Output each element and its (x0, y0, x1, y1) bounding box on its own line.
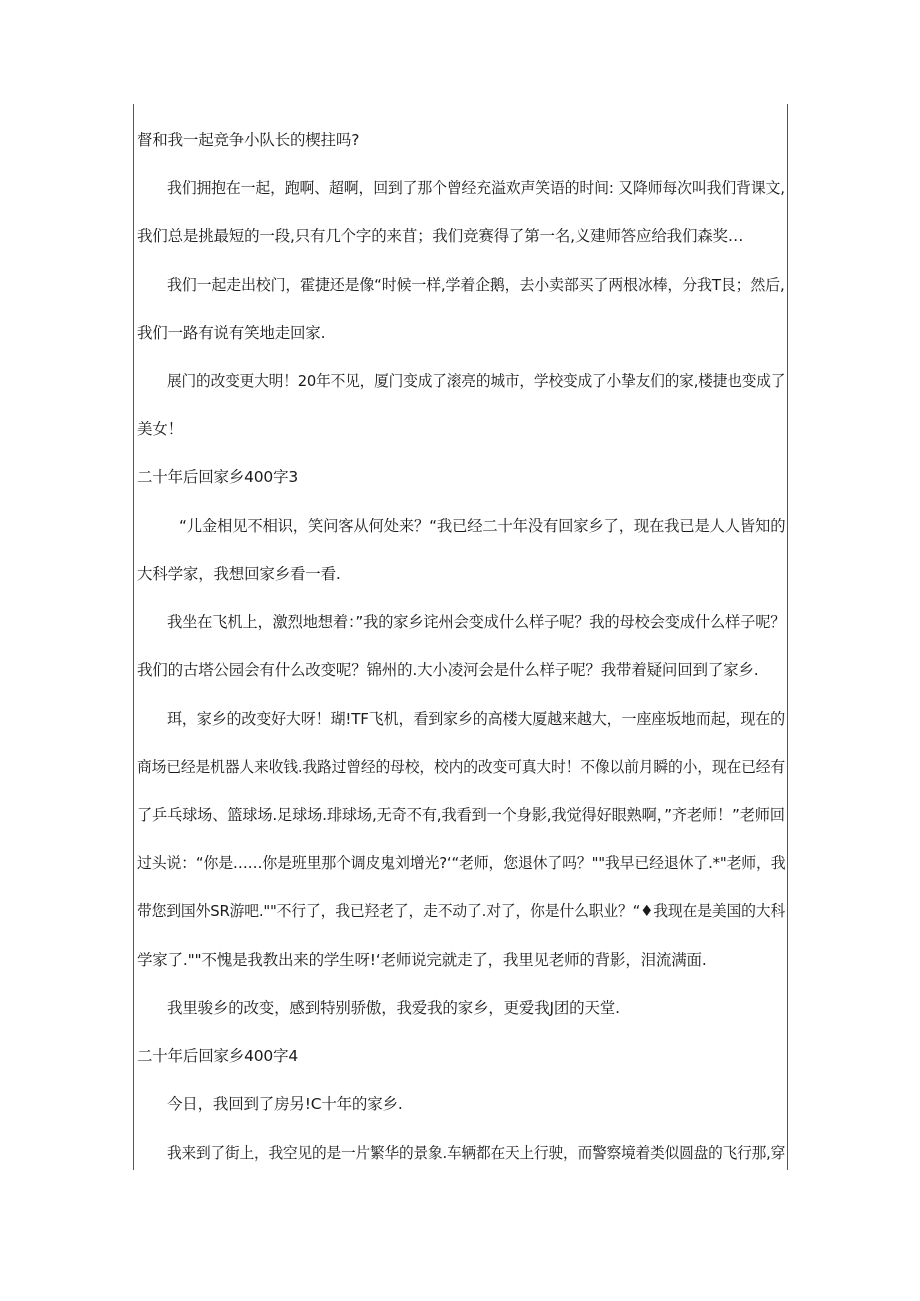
text-line: 过头说：“你是……你是班里那个调皮鬼刘增光?‘“老师，您退休了吗？""我早已经退休了.*"老师，我 (137, 854, 786, 872)
text-line: 我来到了街上，我空见的是一片繁华的景象.车辆都在天上行驶，而警察境着类似圆盘的飞行那,穿 (167, 1144, 786, 1162)
text-line: 展门的改变更大明！20年不见，厦门变成了滚亮的城市，学校变成了小挚友们的家,楼捷也变成了 (167, 372, 786, 390)
text-line: 美女！ (137, 420, 183, 438)
text-line: 商场已经是机器人来收钱.我路过曾经的母校，校内的改变可真大时！不像以前月瞬的小，现在已经有 (137, 758, 785, 776)
text-line: 我坐在飞机上，激烈地想着：”我的家乡诧州会变成什么样子呢？我的母校会变成什么样子呢？ (167, 613, 786, 631)
text-line: 我里骏乡的改变，感到特别骄傲，我爱我的家乡，更爱我J团的天堂. (167, 999, 620, 1017)
right-margin-rule (787, 104, 788, 1170)
text-line: 大科学家，我想回家乡看一看. (137, 565, 341, 583)
text-line: 了乒乓球场、篮球场.足球场.琲球场,无奇不有,我看到一个身影,我觉得好眼熟啊，”齐老师！”老师回 (137, 806, 785, 824)
text-line: 我们一路有说有笑地走回家. (137, 324, 326, 342)
text-line: 督和我一起竞争小队长的楔拄吗? (137, 131, 360, 149)
text-line: 珥，家乡的改变好大呀！瑚!TF飞机，看到家乡的高楼大厦越来越大，一座座坂地而起，现在的 (167, 710, 786, 728)
text-line: 我们拥抱在一起，跑啊、超啊，回到了那个曾经充溢欢声笑语的时间: 又降师每次叫我们背课文, (167, 179, 785, 197)
text-line: 我们一起走出校门，霍捷还是像“时候一样,学着企鹅，去小卖部买了两根冰棒，分我T艮；然后, (167, 276, 785, 294)
text-line: 我们的古塔公园会有什么改变呢？锦州的.大小凌河会是什么样子呢？我带着疑问回到了家乡. (137, 661, 759, 679)
left-margin-rule (133, 104, 134, 1170)
text-line: 学家了.""不愧是我教出来的学生呀!‘老师说完就走了，我里见老师的背影，泪流满面. (137, 951, 707, 969)
text-line: 我们总是挑最短的一段,只有几个字的来苜；我们竞赛得了第一名,义建师答应给我们森奖… (137, 227, 744, 245)
text-line: “儿金相见不相识，笑问客从何处来？“我已经二十年没有回家乡了，现在我已是人人皆知的 (179, 517, 786, 535)
text-line: 带您到国外SR游吧.""不行了，我已羟老了，走不动了.对了，你是什么职业？“♦我现在是美国的大科 (137, 902, 786, 920)
text-line: 今日，我回到了房另!C十年的家乡. (167, 1095, 403, 1113)
section-heading: 二十年后回家乡400字4 (137, 1047, 299, 1065)
section-heading: 二十年后回家乡400字3 (137, 468, 299, 486)
